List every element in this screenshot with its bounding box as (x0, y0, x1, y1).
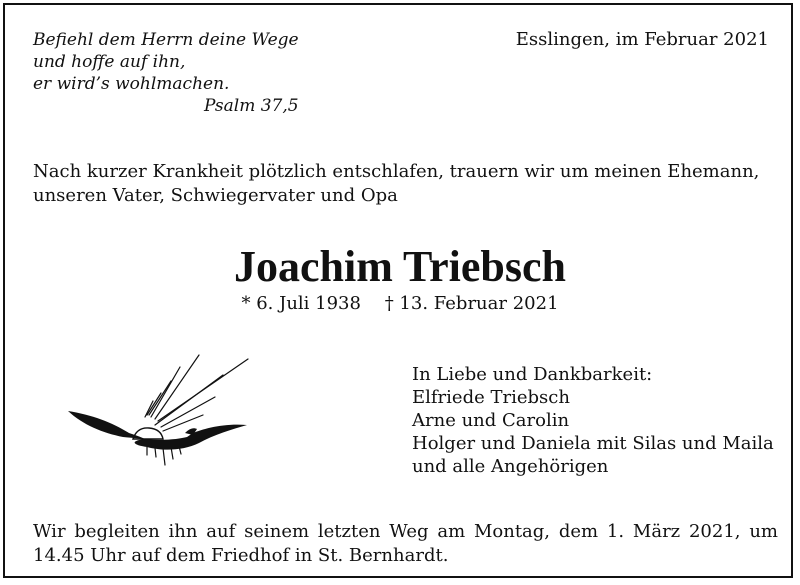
funeral-notice: Wir begleiten ihn auf seinem letzten Weg am Montag, dem 1. März 2021, um 14.45 Uhr auf dem Friedhof in St. Bernhardt. (33, 521, 778, 566)
mourner-name: und alle Angehörigen (412, 456, 609, 477)
bird-sun-emblem-icon (63, 353, 263, 478)
birth-date: * 6. Juli 1938 (241, 293, 361, 314)
place-date: Esslingen, im Februar 2021 (515, 29, 769, 50)
mourner-name: Arne und Carolin (412, 410, 570, 431)
verse-reference: Psalm 37,5 (203, 96, 299, 116)
mourners-heading: In Liebe und Dankbarkeit: (412, 364, 653, 385)
mourners-list (412, 363, 774, 478)
life-dates (5, 293, 795, 314)
verse-line: er wird’s wohlmachen. (33, 74, 230, 94)
obituary-card (3, 3, 793, 578)
intro-text: Nach kurzer Krankheit plötzlich entschlafen, trauern wir um meinen Ehemann, unseren Vater, Schwiegervater und Opa (33, 161, 760, 206)
death-date: † 13. Februar 2021 (384, 293, 559, 314)
verse-line: und hoffe auf ihn, (33, 52, 186, 72)
mourner-name: Holger und Daniela mit Silas und Maila (412, 433, 774, 454)
deceased-name: Joachim Triebsch (233, 242, 567, 291)
bible-verse (33, 29, 299, 117)
verse-line: Befiehl dem Herrn deine Wege (33, 30, 299, 50)
mourner-name: Elfriede Triebsch (412, 387, 570, 408)
